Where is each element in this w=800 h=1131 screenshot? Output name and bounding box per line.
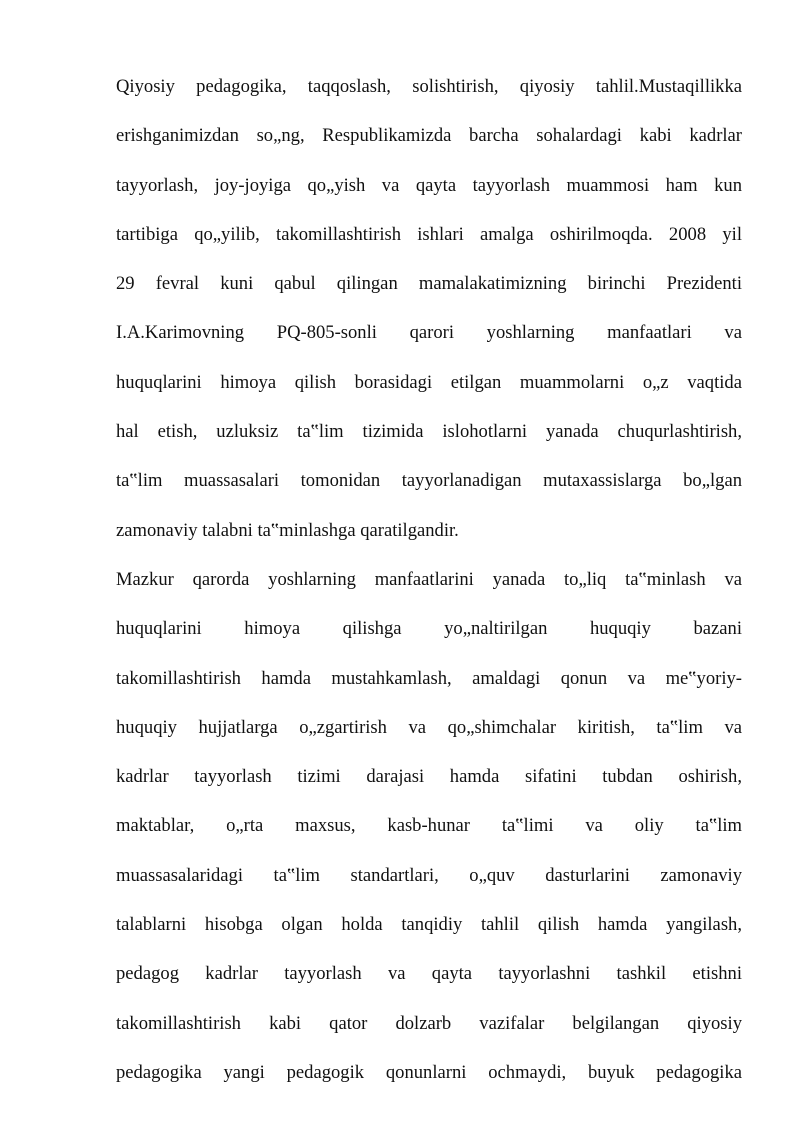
- text-line: tartibiga qo„yilib, takomillashtirish ishlari amalga oshirilmoqda. 2008 yil: [116, 223, 742, 245]
- text-line: muassasalaridagi ta‟lim standartlari, o„quv dasturlarini zamonaviy: [116, 864, 742, 886]
- paragraph-1: [116, 62, 742, 555]
- text-line: huquqlarini himoya qilish borasidagi etilgan muammolarni o„z vaqtida: [116, 371, 742, 393]
- document-page: [116, 62, 742, 1097]
- text-line: 29 fevral kuni qabul qilingan mamalakatimizning birinchi Prezidenti: [116, 273, 742, 295]
- text-line: pedagog kadrlar tayyorlash va qayta tayyorlashni tashkil etishni: [116, 963, 742, 985]
- text-line: takomillashtirish hamda mustahkamlash, amaldagi qonun va me‟yoriy-: [116, 667, 742, 689]
- text-line: ta‟lim muassasalari tomonidan tayyorlanadigan mutaxassislarga bo„lgan: [116, 470, 742, 492]
- text-line: tayyorlash, joy-joyiga qo„yish va qayta tayyorlash muammosi ham kun: [116, 174, 742, 196]
- text-line: talablarni hisobga olgan holda tanqidiy tahlil qilish hamda yangilash,: [116, 914, 742, 936]
- text-line: pedagogika yangi pedagogik qonunlarni ochmaydi, buyuk pedagogika: [116, 1061, 742, 1083]
- text-line-last: zamonaviy talabni ta‟minlashga qaratilgandir.: [116, 519, 459, 541]
- text-line: Mazkur qarorda yoshlarning manfaatlarini yanada to„liq ta‟minlash va: [116, 568, 742, 590]
- text-line: I.A.Karimovning PQ-805-sonli qarori yoshlarning manfaatlari va: [116, 322, 742, 344]
- text-line: erishganimizdan so„ng, Respublikamizda barcha sohalardagi kabi kadrlar: [116, 125, 742, 147]
- text-line: kadrlar tayyorlash tizimi darajasi hamda sifatini tubdan oshirish,: [116, 766, 742, 788]
- text-line: huquqlarini himoya qilishga yo„naltirilgan huquqiy bazani: [116, 618, 742, 640]
- paragraph-2: [116, 555, 742, 1097]
- text-line: maktablar, o„rta maxsus, kasb-hunar ta‟limi va oliy ta‟lim: [116, 815, 742, 837]
- text-line: Qiyosiy pedagogika, taqqoslash, solishtirish, qiyosiy tahlil.Mustaqillikka: [116, 76, 742, 97]
- text-line: takomillashtirish kabi qator dolzarb vazifalar belgilangan qiyosiy: [116, 1012, 742, 1034]
- text-line: hal etish, uzluksiz ta‟lim tizimida islohotlarni yanada chuqurlashtirish,: [116, 421, 742, 443]
- text-line: huquqiy hujjatlarga o„zgartirish va qo„shimchalar kiritish, ta‟lim va: [116, 716, 742, 738]
